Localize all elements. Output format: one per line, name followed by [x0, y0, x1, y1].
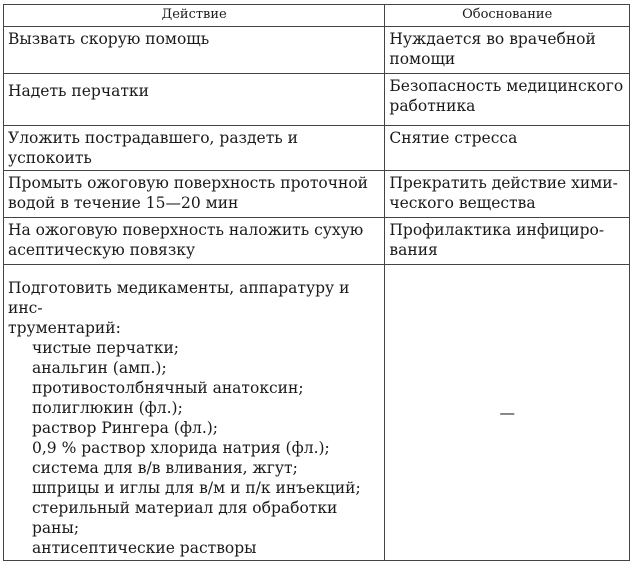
reason-cell: [385, 27, 630, 74]
reason-cell: [385, 171, 630, 218]
reason-cell: [385, 74, 630, 126]
action-cell: [4, 27, 385, 74]
empty-reason-dash: —: [499, 403, 515, 422]
reason-text-line: помощи: [389, 50, 456, 68]
header-reason: Обоснование: [385, 5, 630, 27]
prep-title-line: трументарий:: [8, 319, 121, 337]
action-cell: [4, 171, 385, 218]
reason-text-line: Снятие стресса: [389, 129, 518, 147]
list-item: 0,9 % раствор хлорида натрия (фл.);: [32, 439, 330, 457]
action-text: Уложить пострадавшего, раздеть и успокоить: [8, 129, 298, 167]
table-row: [4, 126, 630, 171]
reason-text-line: работника: [389, 97, 476, 115]
list-item: раствор Рингера (фл.);: [32, 419, 219, 437]
reason-cell: [385, 265, 630, 561]
table-header-row: [4, 5, 630, 27]
table-row: [4, 218, 630, 265]
table-row: [4, 27, 630, 74]
table-row: [4, 171, 630, 218]
reason-text-line: вания: [389, 241, 438, 259]
action-cell: [4, 265, 385, 561]
table-row-prep: [4, 265, 630, 561]
list-item: шприцы и иглы для в/м и п/к инъекций;: [32, 479, 361, 497]
action-text-line: Промыть ожоговую поверхность проточной: [8, 174, 368, 192]
list-item: стерильный материал для обработки раны;: [32, 499, 338, 537]
action-cell: [4, 74, 385, 126]
reason-cell: [385, 126, 630, 171]
action-cell: [4, 126, 385, 171]
reason-text-line: ческого вещества: [389, 194, 536, 212]
list-item: противостолбнячный анатоксин;: [32, 379, 304, 397]
list-item: анальгин (амп.);: [32, 359, 167, 377]
reason-text-line: Безопасность медицинского: [389, 77, 624, 95]
action-text: Вызвать скорую помощь: [8, 30, 210, 48]
action-text-line: На ожоговую поверхность наложить сухую: [8, 221, 364, 239]
reason-text-line: Нуждается во врачебной: [389, 30, 596, 48]
table-row: [4, 74, 630, 126]
header-action: Действие: [4, 5, 385, 27]
action-text: Надеть перчатки: [8, 82, 149, 100]
reason-cell: [385, 218, 630, 265]
list-item: система для в/в вливания, жгут;: [32, 459, 298, 477]
list-item: чистые перчатки;: [32, 339, 180, 357]
list-item: антисептические растворы: [32, 539, 257, 557]
action-cell: [4, 218, 385, 265]
action-text-line: асептическую повязку: [8, 241, 196, 259]
action-text-line: водой в течение 15—20 мин: [8, 194, 239, 212]
first-aid-table: [3, 4, 630, 561]
list-item: полиглюкин (фл.);: [32, 399, 183, 417]
prep-title-line: Подготовить медикаменты, аппаратуру и инс-: [8, 279, 350, 317]
reason-text-line: Прекратить действие хими-: [389, 174, 618, 192]
reason-text-line: Профилактика инфициро-: [389, 221, 605, 239]
